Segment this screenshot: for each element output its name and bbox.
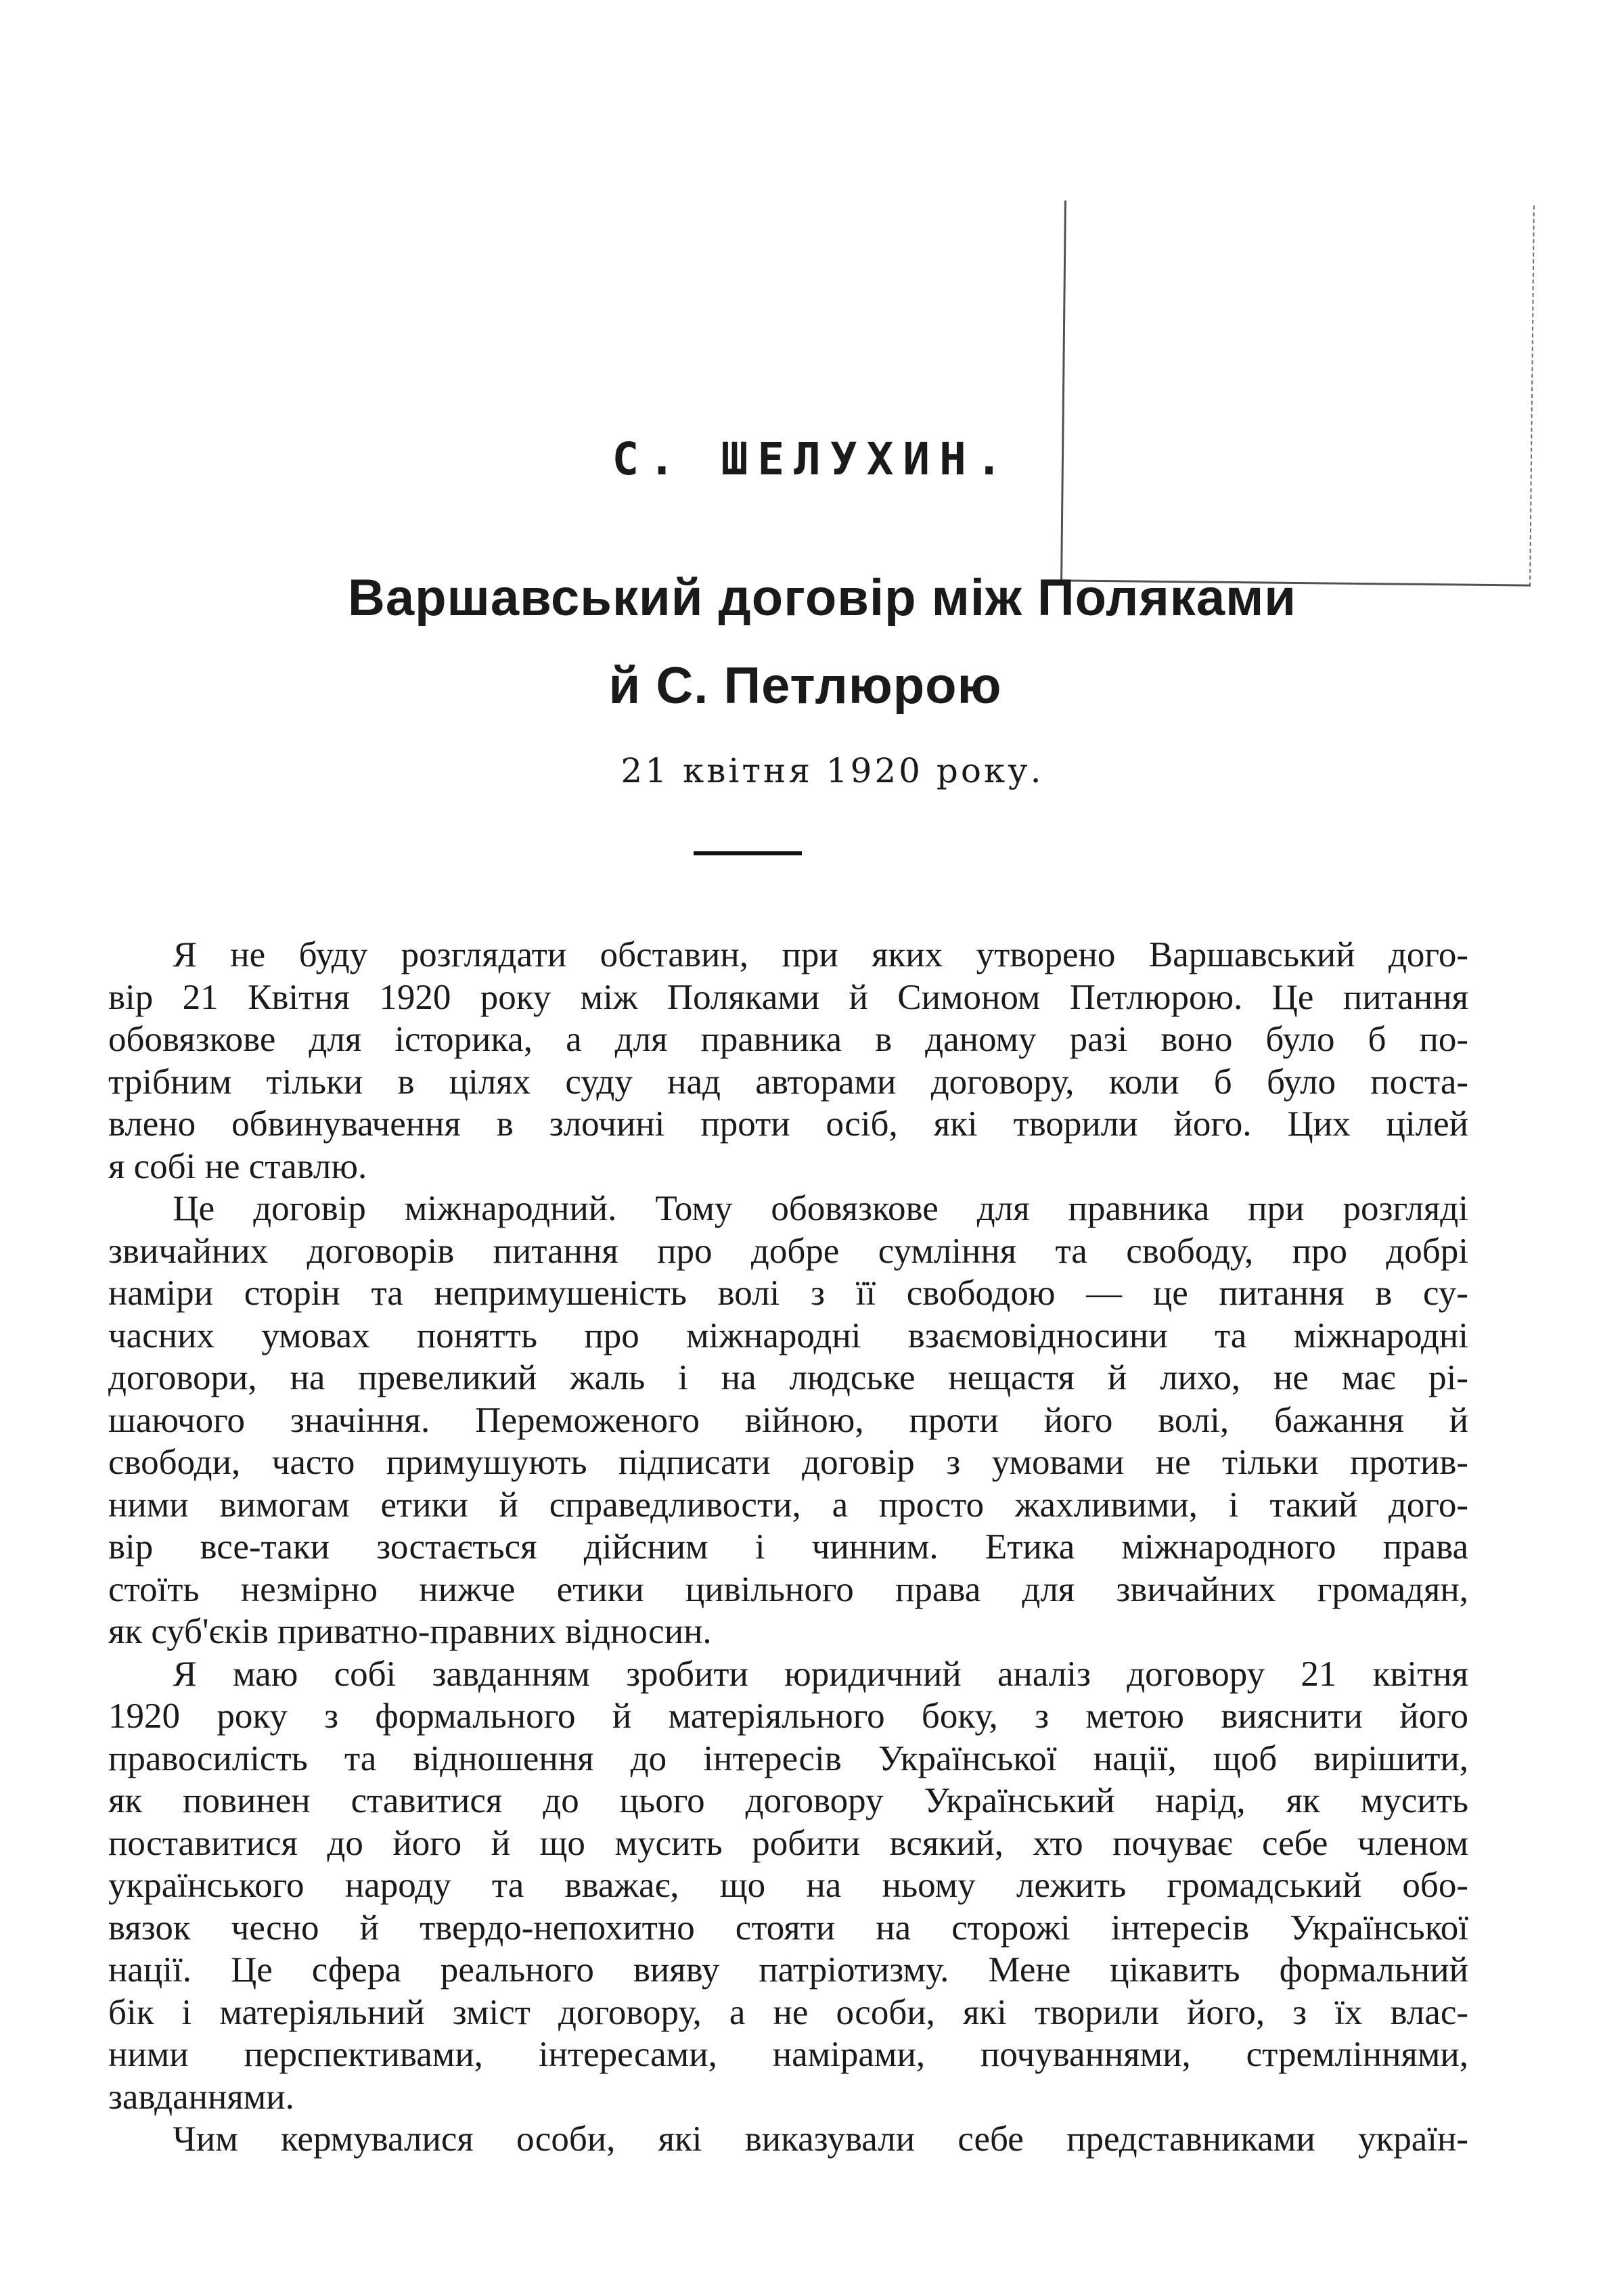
- text-line: як суб'єків приватно-правних відносин.: [108, 1612, 712, 1651]
- text-line: 1920 року з формального й матеріяльного боку, з метою вияснити його: [108, 1697, 1468, 1736]
- text-line: поставитися до його й що мусить робити всякий, хто почуває себе членом: [108, 1823, 1468, 1863]
- text-line: шаючого значіння. Переможеного війною, проти його волі, бажання й: [108, 1400, 1468, 1440]
- document-title-line-1: Варшавський договір між Поляками: [347, 569, 1297, 627]
- text-line: вір все-таки зостається дійсним і чинним. Етика міжнародного права: [108, 1527, 1468, 1567]
- text-line: ними вимогам етики й справедливости, а просто жахливими, і такий дого-: [108, 1485, 1468, 1525]
- text-line: як повинен ставитися до цього договору Український нарід, як мусить: [108, 1781, 1468, 1820]
- text-line: українського народу та вважає, що на ньому лежить громадський обо-: [108, 1866, 1468, 1905]
- text-line: Чим кермувалися особи, які виказували себе представниками україн-: [173, 2119, 1468, 2159]
- text-line: обовязкове для історика, а для правника в даному разі воно було б по-: [108, 1020, 1468, 1059]
- stamp-frame: [1060, 200, 1535, 586]
- text-line: Я маю собі завданням зробити юридичний аналіз договору 21 квітня: [173, 1654, 1468, 1694]
- body-text: [108, 934, 1468, 2161]
- text-line: Я не буду розглядати обставин, при яких утворено Варшавський дого-: [173, 935, 1468, 974]
- text-line: наміри сторін та непримушеність волі з її свободою — це питання в су-: [108, 1274, 1468, 1313]
- text-line: ними перспективами, інтересами, намірами, почуваннями, стремліннями,: [108, 2035, 1468, 2074]
- text-line: стоїть незмірно нижче етики цивільного права для звичайних громадян,: [108, 1569, 1468, 1609]
- text-line: нації. Це сфера реального вияву патріотизму. Мене цікавить формальний: [108, 1950, 1468, 1990]
- document-title-line-2: й С. Петлюрою: [608, 657, 1002, 715]
- text-line: часних умовах понятть про міжнародні взаємовідносини та міжнародні: [108, 1316, 1468, 1355]
- text-line: вір 21 Квітня 1920 року між Поляками й Симоном Петлюрою. Це питання: [108, 977, 1468, 1017]
- author-name: С. ШЕЛУХИН.: [612, 433, 1012, 485]
- title-divider: [694, 851, 802, 855]
- text-line: вязок чесно й твердо-непохитно стояти на сторожі інтересів Української: [108, 1908, 1468, 1948]
- text-line: бік і матеріяльний зміст договору, а не особи, які творили його, з їх влас-: [108, 1992, 1468, 2032]
- text-line: правосилість та відношення до інтересів Української нації, щоб вирішити,: [108, 1738, 1468, 1778]
- text-line: трібним тільки в цілях суду над авторами договору, коли б було поста-: [108, 1062, 1468, 1102]
- text-line: завданнями.: [108, 2077, 294, 2117]
- text-line: Це договір міжнародний. Тому обовязкове для правника при розгляді: [173, 1189, 1468, 1228]
- text-line: влено обвинувачення в злочині проти осіб, які творили його. Цих цілей: [108, 1104, 1468, 1144]
- text-line: свободи, часто примушують підписати договір з умовами не тільки против-: [108, 1443, 1468, 1482]
- text-line: договори, на превеликий жаль і на людське нещастя й лихо, не має рі-: [108, 1358, 1468, 1397]
- document-date: 21 квітня 1920 року.: [621, 751, 1044, 790]
- text-line: я собі не ставлю.: [108, 1146, 367, 1186]
- text-line: звичайних договорів питання про добре сумління та свободу, про добрі: [108, 1231, 1468, 1271]
